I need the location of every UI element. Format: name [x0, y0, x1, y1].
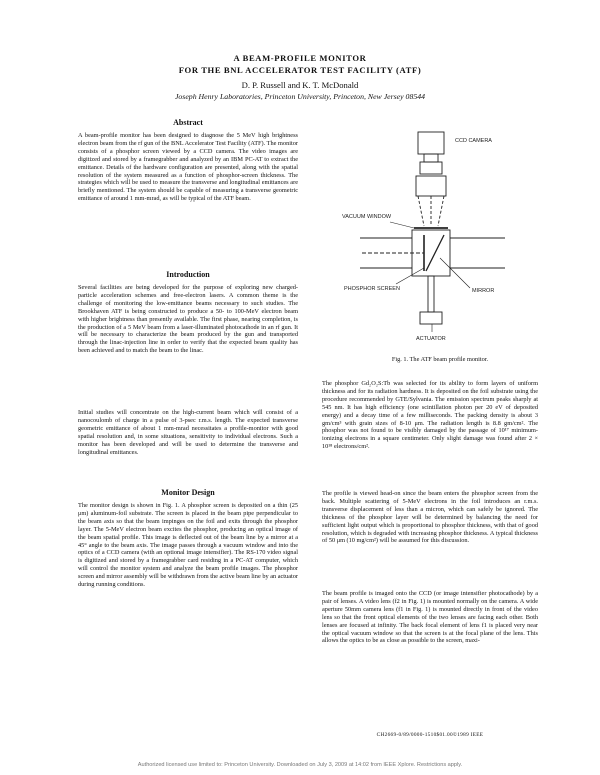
abstract-heading: Abstract	[173, 118, 203, 127]
right-paragraph-1: The phosphor Gd₂O₂S:Tb was selected for its ability to form layers of uniform thickness and for its radiation hardness. It is deposited on the foil substrate using the procedure recommended by GTE/Sylvania. The emission spectrum peaks sharply at 545 nm. It has high efficiency (one scintillation photon per 20 eV of deposited energy) and a decay time of a few milliseconds. The packing density is about 3 gm/cm³ with grain sizes of 8-10 μm. The radiation length is 8.8 gm/cm². The phosphor was not found to be visibly damaged by the passage of 10¹⁷ minimum-ionizing electrons in a square centimeter. Only slight damage was found after 2 × 10¹⁸ electrons/cm².	[322, 380, 538, 451]
license-notice: Authorized licensed use limited to: Princeton University. Downloaded on July 3, 2009 at 14:02 from IEEE Xplore. Restrictions apply.	[137, 762, 463, 768]
footer-code: CH2669-0/89/0000-1510$01.00©1989 IEEE	[376, 732, 484, 738]
introduction-paragraph-2: Initial studies will concentrate on the high-current beam which will consist of a nanocoulomb of charge in a pulse of 3-psec r.m.s. length. The expected transverse geometric emittance of about 1 mm-mrad necessitates a profile-monitor with good spatial resolution and, in some situations, sensitivity to individual electrons. Such a monitor has been developed and will be used to determine the transverse and longitudinal emittances.	[78, 409, 298, 456]
right-paragraph-3: The beam profile is imaged onto the CCD (or image intensifier photocathode) by a pair of lenses. A video lens (f2 in Fig. 1) is mounted normally on the camera. A wide aperture 50mm camera lens (f1 in Fig. 1) is mounted directly in front of the video lens so that the front optical elements of the two lenses are facing each other. Both lenses are focused at infinity. The back focal element of lens f1 is placed very near the optical vacuum window so that the screen is at the focal plane of the lens. This allows the optics to be as close as possible to the screen, maxi-	[322, 590, 538, 645]
monitor-design-paragraph: The monitor design is shown in Fig. 1. A phosphor screen is deposited on a thin (25 μm) aluminum-foil substrate. The screen is placed in the beam pipe perpendicular to the beam axis so that the beam impinges on the foil and exits through the phosphor layer. The 5-MeV electron beam excites the phosphor, producing an optical image of the beam spatial profile. This image is deflected out of the beam line by a mirror at a 45° angle to the beam axis. The image passes through a vacuum window and into the optics of a CCD camera (with an optional image intensifier). The RS-170 video signal is digitized and stored by a framegrabber card residing in a PC-AT computer, which will control the monitor system and analyze the beam profile images. The phosphor screen and mirror assembly will be withdrawn from the active beam line by an actuator during running conditions.	[78, 502, 298, 589]
camera-mount	[424, 154, 438, 162]
paper-title-line2: FOR THE BNL ACCELERATOR TEST FACILITY (ATF)	[178, 65, 422, 75]
figure-1-diagram	[340, 118, 540, 353]
affiliation: Joseph Henry Laboratories, Princeton University, Princeton, New Jersey 08544	[174, 92, 426, 101]
label-actuator: ACTUATOR	[416, 336, 446, 342]
figure-caption: Fig. 1. The ATF beam profile monitor.	[391, 356, 489, 363]
introduction-heading: Introduction	[166, 270, 210, 279]
actuator-body	[420, 312, 442, 324]
mirror	[426, 235, 444, 271]
label-phosphor-screen: PHOSPHOR SCREEN	[344, 286, 400, 292]
lens-f1	[416, 176, 446, 196]
right-paragraph-2: The profile is viewed head-on since the beam enters the phosphor screen from the back. Multiple scattering of 5-MeV electrons in the foil introduces an r.m.s. transverse displacement of less than a micron, which can safely be ignored. The thickness of the phosphor layer will be determined by balancing the need for sufficient light output which is proportional to phosphor thickness, with that of good resolution, which is degraded with increasing phosphor thickness. A typical thickness of 50 μm (10 mg/cm²) will be assumed for this discussion.	[322, 490, 538, 545]
lens-f2	[420, 162, 442, 174]
ccd-camera	[418, 132, 444, 154]
introduction-paragraph-1: Several facilities are being developed for the purpose of exploring new charged-particle acceleration schemes and free-electron lasers. A common theme is the challenge of monitoring the low-emittance beams necessary to such studies. The Brookhaven ATF is being constructed to produce a 50- to 100-MeV electron beam with higher brightness than presently available. The first phase, nearing completion, is the production of a 5 MeV beam from a laser-illuminated photocathode in an rf gun. It will be necessary to characterize the beam produced by the gun and transported through the linac-injection line in order to verify that the expected beam quality has been achieved and to match the beam to the linac.	[78, 284, 298, 355]
authors: D. P. Russell and K. T. McDonald	[241, 80, 359, 90]
label-ccd-camera: CCD CAMERA	[455, 138, 492, 144]
paper-title-line1: A BEAM-PROFILE MONITOR	[233, 53, 367, 63]
label-vacuum-window: VACUUM WINDOW	[342, 214, 392, 220]
abstract-text: A beam-profile monitor has been designed to diagnose the 5 MeV high brightness electron beam from the rf gun of the BNL Accelerator Test Facility (ATF). The monitor consists of a phosphor screen viewed by a CCD camera. The video images are digitized and stored by a framegrabber and analyzed by an IBM PC-AT to extract the emittance. Details of the hardware configuration are presented, along with the spatial resolution of the system measured as a function of phosphor-screen thickness. The strategies which will be used to measure the transverse and longitudinal emittances are briefly mentioned. The system should be capable of measuring a transverse geometric emittance of around 1 mm-mrad, as will be typical of the ATF beam.	[78, 132, 298, 203]
label-mirror: MIRROR	[472, 288, 495, 294]
monitor-design-heading: Monitor Design	[161, 488, 215, 497]
actuator-rod	[428, 276, 434, 312]
